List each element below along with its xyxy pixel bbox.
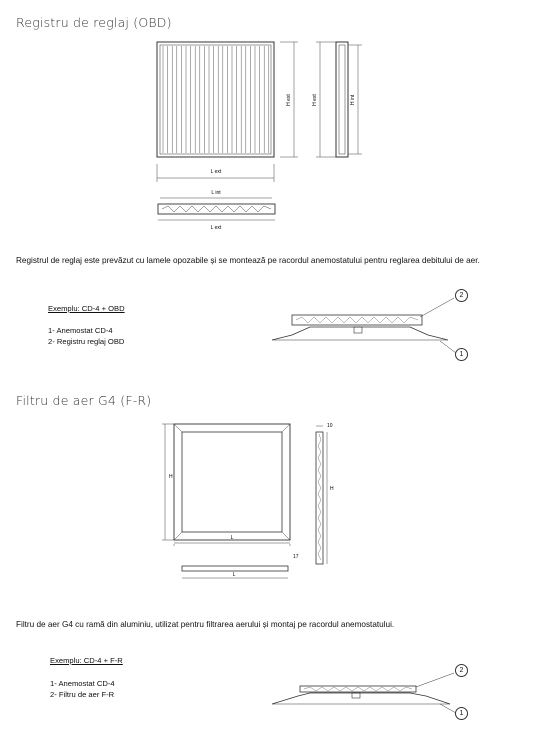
dim-h-ext: H ext <box>286 94 292 106</box>
dim-h-front: H <box>169 474 173 480</box>
callout-1: 1 <box>455 707 468 720</box>
list-item: 1- Anemostat CD-4 <box>48 326 113 335</box>
dim-h-side: H <box>330 486 334 492</box>
obd-description: Registrul de reglaj este prevăzut cu lamele opozabile și se montează pe racordul anemostatului pentru reglarea debitului de aer. <box>16 256 480 265</box>
filter-assembly-drawing <box>270 660 470 730</box>
dim-l-bottom: L <box>232 572 236 578</box>
callout-2: 2 <box>455 664 468 677</box>
filter-example-label: Exemplu: CD-4 + F-R <box>50 656 123 665</box>
list-item: 2- Registru reglaj OBD <box>48 337 125 346</box>
obd-item-list <box>48 325 124 347</box>
obd-example-label: Exemplu: CD-4 + OBD <box>48 304 125 313</box>
dim-l-ext-bottom: L ext <box>210 225 222 231</box>
dim-h-int: H int <box>350 94 356 106</box>
dim-l-int: L int <box>211 190 221 196</box>
dim-h-ext-side: H ext <box>312 94 318 106</box>
section-title-filter: Filtru de aer G4 (F-R) <box>16 393 152 408</box>
dim-seventeen: 17 <box>293 554 299 560</box>
obd-technical-drawing <box>150 38 380 238</box>
dim-l-ext: L ext <box>210 169 222 175</box>
filter-description: Filtru de aer G4 cu ramă din aluminiu, utilizat pentru filtrarea aerului și montaj pe racordul anemostatului. <box>16 620 395 629</box>
list-item: 2- Filtru de aer F-R <box>50 690 115 699</box>
dim-l-front: L <box>230 535 234 541</box>
section-title-obd: Registru de reglaj (OBD) <box>16 15 172 30</box>
obd-assembly-drawing <box>270 285 470 365</box>
callout-1: 1 <box>455 348 468 361</box>
list-item: 1- Anemostat CD-4 <box>50 679 115 688</box>
filter-item-list <box>50 678 115 700</box>
filter-technical-drawing <box>160 418 360 588</box>
callout-2: 2 <box>455 289 468 302</box>
dim-ten: 10 <box>327 423 333 429</box>
